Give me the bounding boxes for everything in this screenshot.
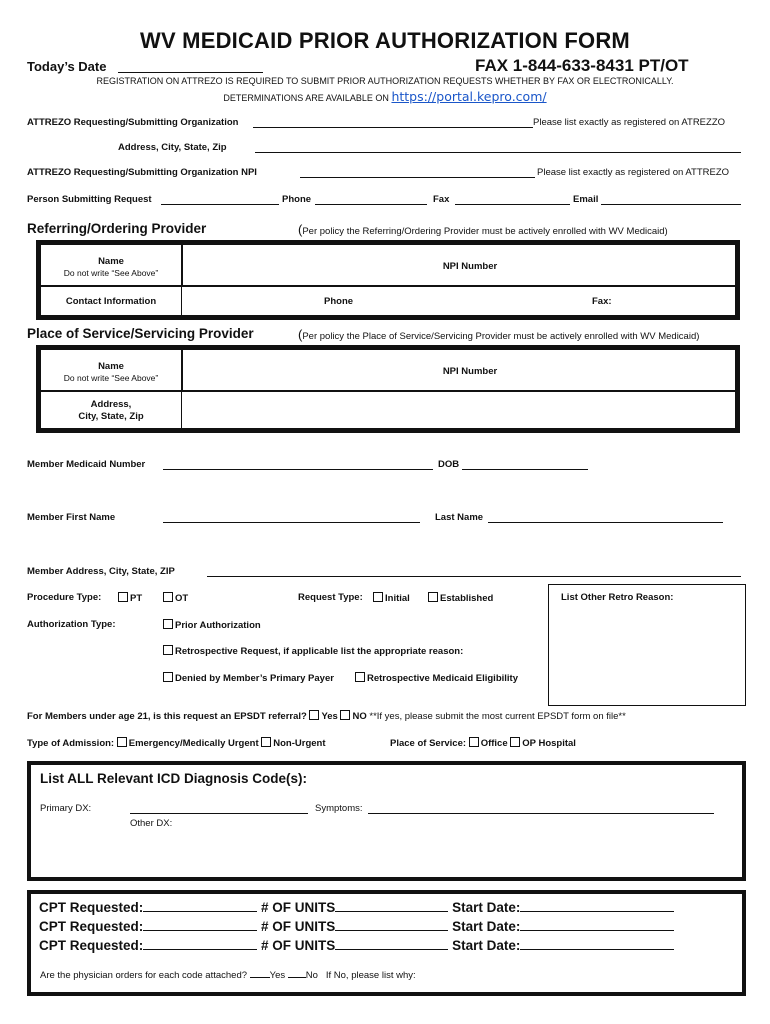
servicing-npi-cell[interactable]	[182, 349, 736, 391]
org-address-label: Address, City, State, Zip	[118, 142, 227, 153]
cpt-row: CPT Requested: # OF UNITS Start Date:	[39, 938, 674, 953]
place-of-service-row: Place of Service: Office OP Hospital	[390, 738, 576, 749]
cpt-start-date-field[interactable]	[520, 949, 674, 950]
member-address-label: Member Address, City, State, ZIP	[27, 566, 175, 577]
epsdt-note: **If yes, please submit the most current EPSDT form on file**	[369, 711, 626, 722]
icd-other-label: Other DX:	[130, 818, 173, 829]
icd-heading: List ALL Relevant ICD Diagnosis Code(s):	[40, 771, 308, 786]
referring-policy-note: (Per policy the Referring/Ordering Provider must be actively enrolled with WV Medicaid)	[298, 222, 668, 237]
checkbox-icon[interactable]	[117, 737, 127, 747]
cpt-code-field[interactable]	[143, 930, 257, 931]
cpt-units-field[interactable]	[335, 949, 448, 950]
registration-notice: REGISTRATION ON ATTREZO IS REQUIRED TO SUBMIT PRIOR AUTHORIZATION REQUESTS WHETHER BY FAX OR ELECTRONICALLY.	[96, 76, 674, 86]
checkbox-icon[interactable]	[261, 737, 271, 747]
referring-npi-cell[interactable]	[182, 244, 736, 286]
submitter-email-label: Email	[573, 194, 599, 205]
auth-retro-option[interactable]: Retrospective Request, if applicable list the appropriate reason:	[163, 645, 463, 657]
referring-name-cell	[40, 244, 182, 286]
member-first-name-field[interactable]	[163, 522, 420, 523]
admission-row: Type of Admission: Emergency/Medically Urgent Non-Urgent	[27, 738, 326, 749]
admission-emergency-option[interactable]: Emergency/Medically Urgent	[117, 738, 259, 749]
org-label: ATTREZO Requesting/Submitting Organization	[27, 117, 239, 128]
procedure-type-label: Procedure Type:	[27, 592, 102, 603]
org-npi-label: ATTREZO Requesting/Submitting Organization NPI	[27, 167, 257, 178]
servicing-provider-heading: Place of Service/Servicing Provider	[27, 326, 254, 341]
epsdt-yes-option[interactable]: Yes	[309, 711, 337, 722]
member-last-name-label: Last Name	[435, 512, 484, 523]
referring-provider-heading: Referring/Ordering Provider	[27, 221, 207, 236]
servicing-npi-label: NPI Number	[442, 366, 498, 377]
referring-phone-cell[interactable]	[182, 286, 736, 316]
referring-phone-label: Phone	[324, 296, 354, 307]
request-established-option[interactable]: Established	[428, 592, 493, 604]
referring-fax-label: Fax:	[592, 296, 612, 307]
checkbox-icon[interactable]	[373, 592, 383, 602]
icd-symptoms-field[interactable]	[368, 813, 714, 814]
submitter-fax-label: Fax	[433, 194, 450, 205]
servicing-provider-box	[36, 345, 740, 433]
referring-contact-label: Contact Information	[65, 296, 157, 307]
icd-primary-label: Primary DX:	[40, 803, 92, 814]
checkbox-icon[interactable]	[428, 592, 438, 602]
referring-npi-label: NPI Number	[442, 261, 498, 272]
icd-symptoms-label: Symptoms:	[315, 803, 363, 814]
orders-yes-field[interactable]	[250, 977, 270, 978]
submitter-phone-label: Phone	[282, 194, 312, 205]
person-submitting-field[interactable]	[161, 204, 279, 205]
orders-question-row: Are the physician orders for each code attached? Yes No If No, please list why:	[40, 970, 416, 981]
org-npi-note: Please list exactly as registered on ATTREZO	[537, 167, 730, 178]
servicing-address-cell	[40, 391, 182, 429]
auth-retro-eligibility-option[interactable]: Retrospective Medicaid Eligibility	[355, 672, 518, 684]
member-address-field[interactable]	[207, 576, 741, 577]
servicing-name-cell	[40, 349, 182, 391]
checkbox-icon[interactable]	[469, 737, 479, 747]
referring-provider-box	[36, 240, 740, 320]
servicing-name-note: Do not write “See Above”	[63, 373, 159, 383]
cpt-start-date-field[interactable]	[520, 911, 674, 912]
checkbox-icon[interactable]	[163, 619, 173, 629]
retro-reason-label: List Other Retro Reason:	[561, 592, 674, 603]
auth-denied-option[interactable]: Denied by Member’s Primary Payer	[163, 672, 334, 684]
submitter-email-field[interactable]	[601, 204, 741, 205]
member-last-name-field[interactable]	[488, 522, 723, 523]
person-submitting-label: Person Submitting Request	[27, 194, 152, 205]
org-npi-field[interactable]	[300, 177, 535, 178]
procedure-ot-option[interactable]: OT	[163, 592, 188, 604]
authorization-type-label: Authorization Type:	[27, 619, 116, 630]
submitter-phone-field[interactable]	[315, 204, 427, 205]
checkbox-icon[interactable]	[163, 645, 173, 655]
auth-prior-option[interactable]: Prior Authorization	[163, 619, 261, 631]
pos-office-option[interactable]: Office	[469, 738, 508, 749]
checkbox-icon[interactable]	[118, 592, 128, 602]
checkbox-icon[interactable]	[340, 710, 350, 720]
referring-name-note: Do not write “See Above”	[63, 268, 159, 278]
pos-op-hospital-option[interactable]: OP Hospital	[510, 738, 576, 749]
checkbox-icon[interactable]	[309, 710, 319, 720]
epsdt-question: For Members under age 21, is this request an EPSDT referral? Yes NO **If yes, please submit the most current EPSDT form on file**	[27, 711, 626, 722]
cpt-code-field[interactable]	[143, 949, 257, 950]
submitter-fax-field[interactable]	[455, 204, 570, 205]
referring-contact-cell	[40, 286, 182, 316]
cpt-units-field[interactable]	[335, 930, 448, 931]
portal-link[interactable]: https://portal.kepro.com/	[391, 89, 547, 104]
cpt-code-field[interactable]	[143, 911, 257, 912]
orders-no-field[interactable]	[288, 977, 306, 978]
request-initial-option[interactable]: Initial	[373, 592, 410, 604]
cpt-row: CPT Requested: # OF UNITS Start Date:	[39, 919, 674, 934]
checkbox-icon[interactable]	[163, 592, 173, 602]
procedure-pt-option[interactable]: PT	[118, 592, 142, 604]
member-medicaid-label: Member Medicaid Number	[27, 459, 146, 470]
determinations-notice: DETERMINATIONS ARE AVAILABLE ON https://portal.kepro.com/	[223, 89, 547, 104]
fax-number: FAX 1-844-633-8431 PT/OT	[475, 56, 689, 75]
checkbox-icon[interactable]	[163, 672, 173, 682]
referring-name-label: Name	[98, 256, 124, 267]
org-address-field[interactable]	[255, 152, 741, 153]
request-type-label: Request Type:	[298, 592, 363, 603]
retro-reason-box[interactable]	[548, 584, 746, 706]
cpt-start-date-field[interactable]	[520, 930, 674, 931]
servicing-address-label-2: City, State, Zip	[78, 411, 144, 422]
member-first-name-label: Member First Name	[27, 512, 116, 523]
todays-date-field[interactable]	[118, 72, 263, 73]
servicing-policy-note: (Per policy the Place of Service/Servicing Provider must be actively enrolled with WV Medicaid)	[298, 327, 700, 342]
org-note: Please list exactly as registered on ATREZZO	[533, 117, 726, 128]
admission-non-urgent-option[interactable]: Non-Urgent	[261, 738, 325, 749]
checkbox-icon[interactable]	[355, 672, 365, 682]
servicing-address-field[interactable]	[182, 391, 736, 429]
checkbox-icon[interactable]	[510, 737, 520, 747]
icd-box	[27, 761, 746, 881]
cpt-row: CPT Requested: # OF UNITS Start Date:	[39, 900, 674, 915]
todays-date-label: Today’s Date	[27, 59, 107, 74]
cpt-box	[27, 890, 746, 996]
epsdt-no-option[interactable]: NO	[340, 711, 366, 722]
member-dob-field[interactable]	[462, 469, 588, 470]
icd-primary-field[interactable]	[130, 813, 308, 814]
member-medicaid-field[interactable]	[163, 469, 433, 470]
servicing-address-label-1: Address,	[90, 399, 132, 410]
servicing-name-label: Name	[98, 361, 124, 372]
member-dob-label: DOB	[438, 459, 460, 470]
cpt-units-field[interactable]	[335, 911, 448, 912]
org-field[interactable]	[253, 127, 533, 128]
page-title: WV MEDICAID PRIOR AUTHORIZATION FORM	[140, 28, 630, 53]
